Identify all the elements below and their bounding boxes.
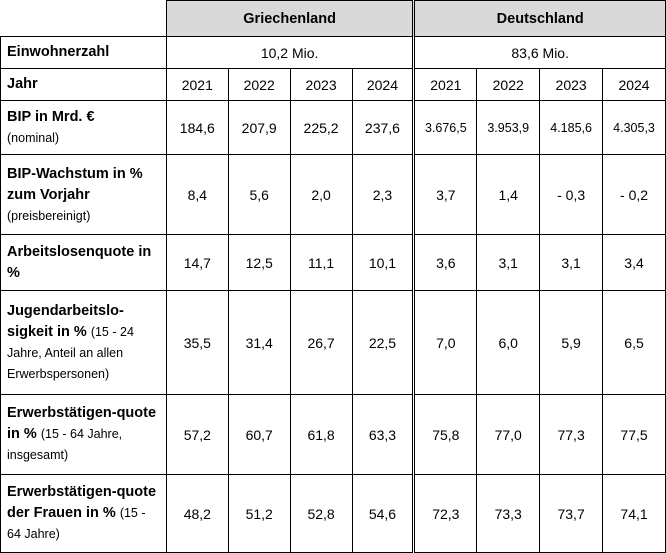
- table-cell: 14,7: [166, 235, 228, 291]
- table-cell: - 0,2: [603, 155, 666, 235]
- table-row: [1, 291, 666, 395]
- table-cell: 54,6: [352, 475, 414, 553]
- table-cell: 207,9: [228, 101, 290, 155]
- table-cell: 3,6: [414, 235, 477, 291]
- table-cell: 77,0: [477, 395, 540, 475]
- table-cell: 10,1: [352, 235, 414, 291]
- table-cell: 2,0: [290, 155, 352, 235]
- table-cell: 60,7: [228, 395, 290, 475]
- table-cell: 237,6: [352, 101, 414, 155]
- table-cell: 3.676,5: [414, 101, 477, 155]
- row-label: [1, 291, 167, 395]
- corner-cell: [1, 1, 167, 37]
- row-label: [1, 475, 167, 553]
- table-row: [1, 475, 666, 553]
- table-cell: 73,3: [477, 475, 540, 553]
- row-label: [1, 155, 167, 235]
- table-row: [1, 155, 666, 235]
- table-cell: 3.953,9: [477, 101, 540, 155]
- row-label-sub: (15 - 24 Jahre, Anteil an allen Erwerbspersonen): [7, 324, 134, 381]
- table-cell: 4.305,3: [603, 101, 666, 155]
- table-cell: 52,8: [290, 475, 352, 553]
- table-cell: 22,5: [352, 291, 414, 395]
- table-cell: 72,3: [414, 475, 477, 553]
- row-label-sub: (15 - 64 Jahre): [7, 506, 146, 541]
- row-label-bold: Arbeitslosenquote in %: [7, 243, 152, 281]
- table-cell: 48,2: [166, 475, 228, 553]
- table-cell: 73,7: [540, 475, 603, 553]
- year-cell: 2024: [603, 69, 666, 101]
- row-label-sub: (15 - 64 Jahre, insgesamt): [7, 427, 123, 462]
- year-cell: 2022: [228, 69, 290, 101]
- table-cell: 6,5: [603, 291, 666, 395]
- year-cell: 2022: [477, 69, 540, 101]
- year-cell: 2024: [352, 69, 414, 101]
- year-cell: 2021: [166, 69, 228, 101]
- table-cell: 26,7: [290, 291, 352, 395]
- table-cell: 51,2: [228, 475, 290, 553]
- country-header-greece: Griechenland: [166, 1, 414, 37]
- row-label-bold: BIP in Mrd. €: [7, 109, 95, 125]
- table-cell: 225,2: [290, 101, 352, 155]
- population-label: Einwohnerzahl: [1, 37, 167, 69]
- country-header-germany: Deutschland: [414, 1, 666, 37]
- table-cell: 8,4: [166, 155, 228, 235]
- table-cell: 184,6: [166, 101, 228, 155]
- row-label-bold: BIP-Wachstum in % zum Vorjahr: [7, 165, 143, 203]
- row-label: [1, 235, 167, 291]
- header-row: [1, 1, 666, 37]
- table-cell: 63,3: [352, 395, 414, 475]
- table-cell: 77,5: [603, 395, 666, 475]
- row-label-bold: Erwerbstätigen-quote in %: [7, 405, 157, 442]
- year-label: Jahr: [1, 69, 167, 101]
- row-label: [1, 395, 167, 475]
- table-cell: 7,0: [414, 291, 477, 395]
- table-cell: 5,9: [540, 291, 603, 395]
- table-cell: 61,8: [290, 395, 352, 475]
- table-cell: 31,4: [228, 291, 290, 395]
- table-cell: 3,1: [477, 235, 540, 291]
- table-cell: 5,6: [228, 155, 290, 235]
- table-cell: 2,3: [352, 155, 414, 235]
- table-cell: 75,8: [414, 395, 477, 475]
- row-label-bold: Erwerbstätigen-quote der Frauen in %: [7, 484, 157, 521]
- row-label-bold: Jugendarbeitslo-sigkeit in %: [7, 302, 124, 340]
- year-cell: 2023: [540, 69, 603, 101]
- table-cell: 11,1: [290, 235, 352, 291]
- table-cell: 1,4: [477, 155, 540, 235]
- table-row: [1, 101, 666, 155]
- population-row: [1, 37, 666, 69]
- year-cell: 2023: [290, 69, 352, 101]
- table-row: [1, 395, 666, 475]
- table-cell: 57,2: [166, 395, 228, 475]
- population-greece: 10,2 Mio.: [166, 37, 414, 69]
- table-cell: 3,4: [603, 235, 666, 291]
- table-cell: 12,5: [228, 235, 290, 291]
- table-cell: 35,5: [166, 291, 228, 395]
- table-cell: 6,0: [477, 291, 540, 395]
- table-cell: 3,1: [540, 235, 603, 291]
- table-cell: 74,1: [603, 475, 666, 553]
- row-label-sub: (preisbereinigt): [7, 208, 91, 223]
- row-label: [1, 101, 167, 155]
- year-row: [1, 69, 666, 101]
- row-label-sub: (nominal): [7, 131, 60, 145]
- table-cell: 4.185,6: [540, 101, 603, 155]
- year-cell: 2021: [414, 69, 477, 101]
- table-cell: - 0,3: [540, 155, 603, 235]
- population-germany: 83,6 Mio.: [414, 37, 666, 69]
- table-cell: 77,3: [540, 395, 603, 475]
- table-row: [1, 235, 666, 291]
- table-cell: 3,7: [414, 155, 477, 235]
